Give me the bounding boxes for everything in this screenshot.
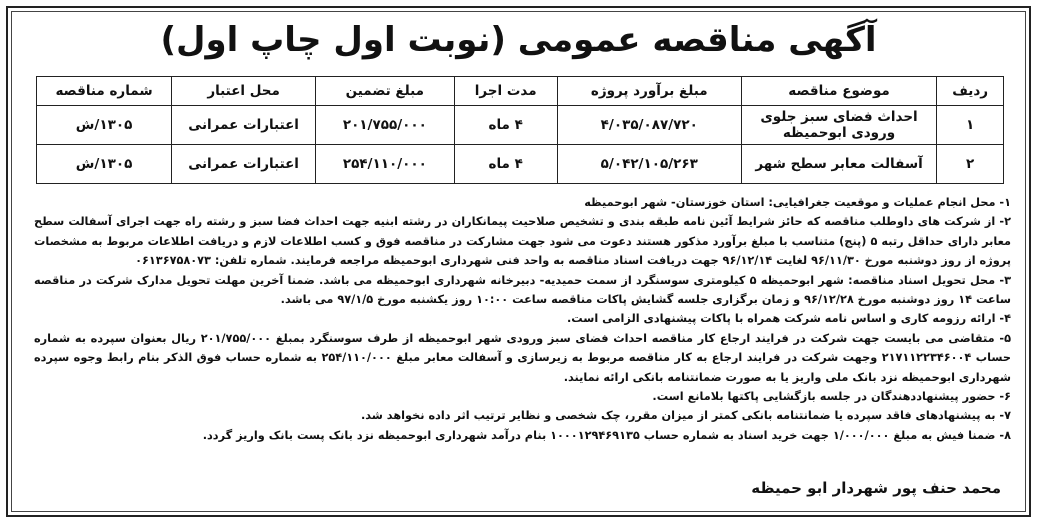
clause-document-fee: ۸- ضمنا فیش به مبلغ ۱/۰۰۰/۰۰۰ جهت خرید اسناد به شماره حساب ۱۰۰۰۱۲۹۴۶۹۱۳۵ بنام درآمد شهرداری ابوحمیظه نزد بانک پست بانک واریز گردد. [202, 428, 1011, 442]
cell-tender-number: ۱۳۰۵/ش [37, 106, 172, 145]
tender-table-header-row [37, 77, 1004, 106]
cell-duration: ۴ ماه [454, 106, 557, 145]
table-row [37, 106, 1004, 145]
cell-guarantee-amount: ۲۵۴/۱۱۰/۰۰۰ [316, 145, 454, 184]
header-guarantee-amount: مبلغ تضمین [316, 77, 454, 106]
cell-subject: آسفالت معابر سطح شهر [741, 145, 936, 184]
notice-title: آگهی مناقصه عمومی (نوبت اول چاپ اول) [160, 20, 877, 60]
header-tender-number: شماره مناقصه [37, 77, 172, 106]
header-credit-source: محل اعتبار [172, 77, 316, 106]
notice-clauses [34, 193, 1011, 445]
clause-deposit: ۵- متقاضی می بایست جهت شرکت در فرایند ارجاع کار مناقصه احداث فضای سبز ورودی شهر ابوحمیظه از طرف سوسنگرد بمبلغ ۲۰۱/۷۵۵/۰۰۰ ریال بعنوان سپرده به شماره حساب ۲۱۷۱۱۲۲۳۴۶۰۰۴ وجهت شرکت در فرایند ارجاع به کار مناقصه مربوط به زیرسازی و آسفالت معابر مبلغ ۲۵۴/۱۱۰/۰۰۰ به شماره حساب فوق الذکر بنام رابط وجوه سپرده شهرداری ابوحمیظه نزد بانک ملی واریز یا به صورت ضمانتنامه بانکی ارائه نمایند. [34, 331, 1011, 384]
mayor-signature: محمد حنف پور شهردار ابو حمیظه [751, 479, 1001, 497]
tender-table [36, 76, 1004, 184]
cell-row-number: ۱ [937, 106, 1004, 145]
table-row [37, 145, 1004, 184]
header-estimated-amount: مبلغ برآورد پروژه [557, 77, 741, 106]
cell-guarantee-amount: ۲۰۱/۷۵۵/۰۰۰ [316, 106, 454, 145]
notice-frame [6, 6, 1031, 517]
header-row-number: ردیف [937, 77, 1004, 106]
clause-document-delivery: ۳- محل تحویل اسناد مناقصه: شهر ابوحمیظه ۵ کیلومتری سوسنگرد از سمت حمیدیه- دبیرخانه شهرداری ابوحمیظه می باشد. ضمنا آخرین مهلت تحویل مدارک شرکت در مناقصه ساعت ۱۴ روز دوشنبه مورخ ۹۶/۱۲/۲۸ و زمان برگزاری جلسه گشایش پاکات مناقصه ساعت ۱۰:۰۰ روز یکشنبه مورخ ۹۷/۱/۵ می باشد. [34, 273, 1011, 307]
header-subject: موضوع مناقصه [741, 77, 936, 106]
clause-invalid-bids: ۷- به پیشنهادهای فاقد سپرده یا ضمانتنامه بانکی کمتر از میزان مقرر، چک شخصی و نظایر ترتیب اثر داده نخواهد شد. [360, 409, 1011, 423]
clause-opening-attendance: ۶- حضور پیشنهاددهندگان در جلسه بازگشایی پاکتها بلامانع است. [652, 390, 1011, 404]
cell-credit-source: اعتبارات عمرانی [172, 106, 316, 145]
cell-row-number: ۲ [937, 145, 1004, 184]
cell-duration: ۴ ماه [454, 145, 557, 184]
cell-estimated-amount: ۵/۰۴۲/۱۰۵/۲۶۳ [557, 145, 741, 184]
cell-subject: احداث فضای سبز جلوی ورودی ابوحمیظه [741, 106, 936, 145]
cell-credit-source: اعتبارات عمرانی [172, 145, 316, 184]
cell-tender-number: ۱۳۰۵/ش [37, 145, 172, 184]
notice-inner-border [11, 11, 1026, 512]
cell-estimated-amount: ۴/۰۳۵/۰۸۷/۷۲۰ [557, 106, 741, 145]
clause-location: ۱- محل انجام عملیات و موقعیت جغرافیایی: استان خوزستان- شهر ابوحمیظه [584, 196, 1011, 209]
clause-resume: ۴- ارائه رزومه کاری و اساس نامه شرکت همراه با پاکات پیشنهادی الزامی است. [566, 312, 1011, 326]
header-duration: مدت اجرا [454, 77, 557, 106]
clause-eligibility: ۲- از شرکت های داوطلب مناقصه که حائز شرایط آئین نامه طبقه بندی و تشخیص صلاحیت پیمانکاران در رشته ابنیه جهت احداث فضا سبز و رشته راه جهت اجرای آسفالت سطح معابر دارای حداقل رتبه ۵ (پنج) متناسب با مبلغ برآورد مذکور هستند دعوت می شود جهت مشارکت در مناقصه فوق و کسب اطلاعات لازم و دریافت اطلاعات مربوط به مشخصات پروژه از روز دوشنبه مورخ ۹۶/۱۱/۳۰ لغایت ۹۶/۱۲/۱۴ جهت دریافت اسناد مناقصه به واحد فنی شهرداری ابوحمیظه مراجعه فرمایند. شماره تلفن: ۰۶۱۳۶۷۵۸۰۷۳ [34, 215, 1011, 268]
